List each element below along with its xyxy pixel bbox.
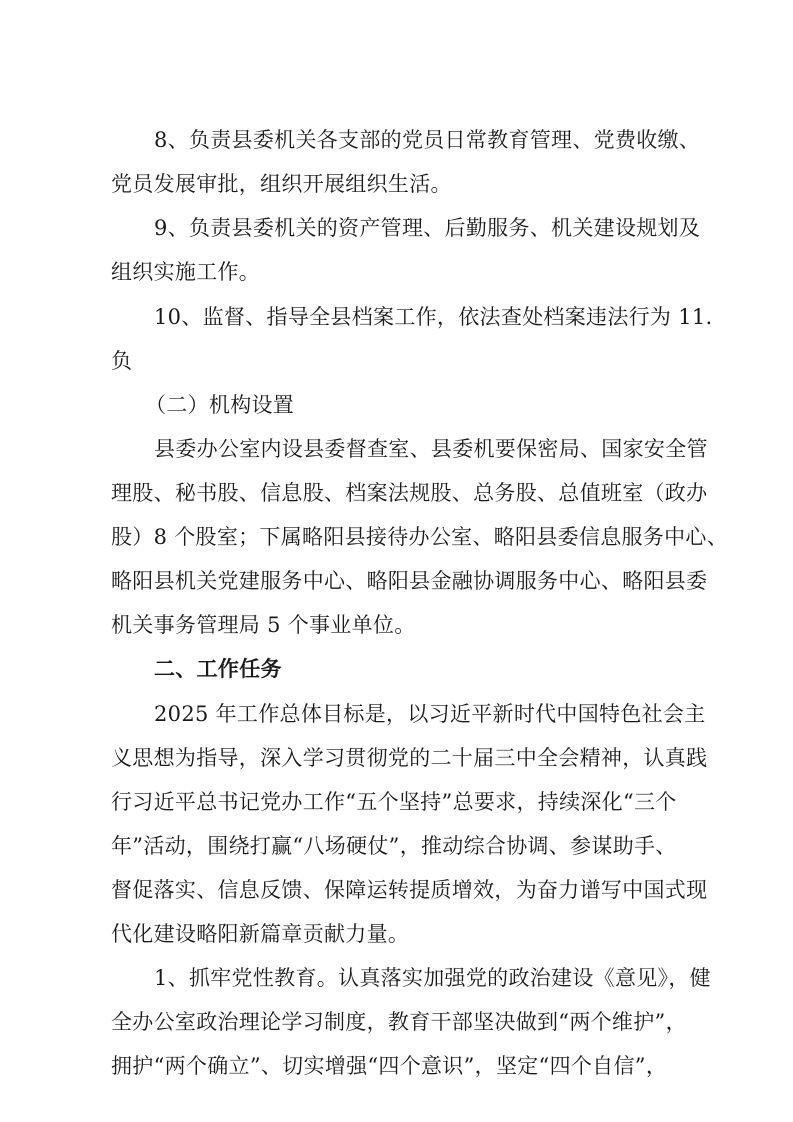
paragraph-8-line-1: 8、负责县委机关各支部的党员日常教育管理、党费收缴、 bbox=[154, 128, 701, 152]
organization-paragraph-line-5: 机关事务管理局 5 个事业单位。 bbox=[111, 613, 416, 637]
goal-paragraph-line-6: 代化建设略阳新篇章贡献力量。 bbox=[111, 922, 410, 946]
paragraph-9-line-1: 9、负责县委机关的资产管理、后勤服务、机关建设规划及 bbox=[154, 216, 701, 240]
paragraph-10-line-2: 负 bbox=[111, 349, 133, 373]
section-heading-work-tasks: 二、工作任务 bbox=[154, 656, 282, 681]
task-1-line-2: 全办公室政治理论学习制度，教育干部坚决做到“两个维护”， bbox=[111, 1010, 687, 1034]
goal-paragraph-line-5: 督促落实、信息反馈、保障运转提质增效，为奋力谱写中国式现 bbox=[111, 878, 708, 902]
goal-paragraph-line-1: 2025 年工作总体目标是，以习近平新时代中国特色社会主 bbox=[154, 702, 706, 726]
organization-paragraph-line-3: 股）8 个股室；下属略阳县接待办公室、略阳县委信息服务中心、 bbox=[111, 525, 729, 549]
paragraph-9-line-2: 组织实施工作。 bbox=[111, 260, 261, 284]
organization-paragraph-line-4: 略阳县机关党建服务中心、略阳县金融协调服务中心、略阳县委 bbox=[111, 569, 708, 593]
goal-paragraph-line-4: 年”活动，围绕打赢“八场硬仗”，推动综合协调、参谋助手、 bbox=[111, 834, 677, 858]
paragraph-8-line-2: 党员发展审批，组织开展组织生活。 bbox=[111, 172, 452, 196]
task-1-line-3: 拥护“两个确立”、切实增强“四个意识”，坚定“四个自信”， bbox=[111, 1054, 668, 1078]
organization-paragraph-line-2: 理股、秘书股、信息股、档案法规股、总务股、总值班室（政办 bbox=[111, 481, 708, 505]
task-1-line-1: 1、抓牢党性教育。认真落实加强党的政治建设《意见》，健 bbox=[154, 966, 711, 990]
goal-paragraph-line-3: 行习近平总书记党办工作“五个坚持”总要求，持续深化“三个 bbox=[111, 790, 677, 814]
organization-paragraph-line-1: 县委办公室内设县委督查室、县委机要保密局、国家安全管 bbox=[154, 437, 708, 461]
section-heading-organization: （二）机构设置 bbox=[145, 393, 295, 417]
goal-paragraph-line-2: 义思想为指导，深入学习贯彻党的二十届三中全会精神，认真践 bbox=[111, 746, 708, 770]
paragraph-10-line-1: 10、监督、指导全县档案工作，依法查处档案违法行为 11. bbox=[154, 305, 713, 329]
